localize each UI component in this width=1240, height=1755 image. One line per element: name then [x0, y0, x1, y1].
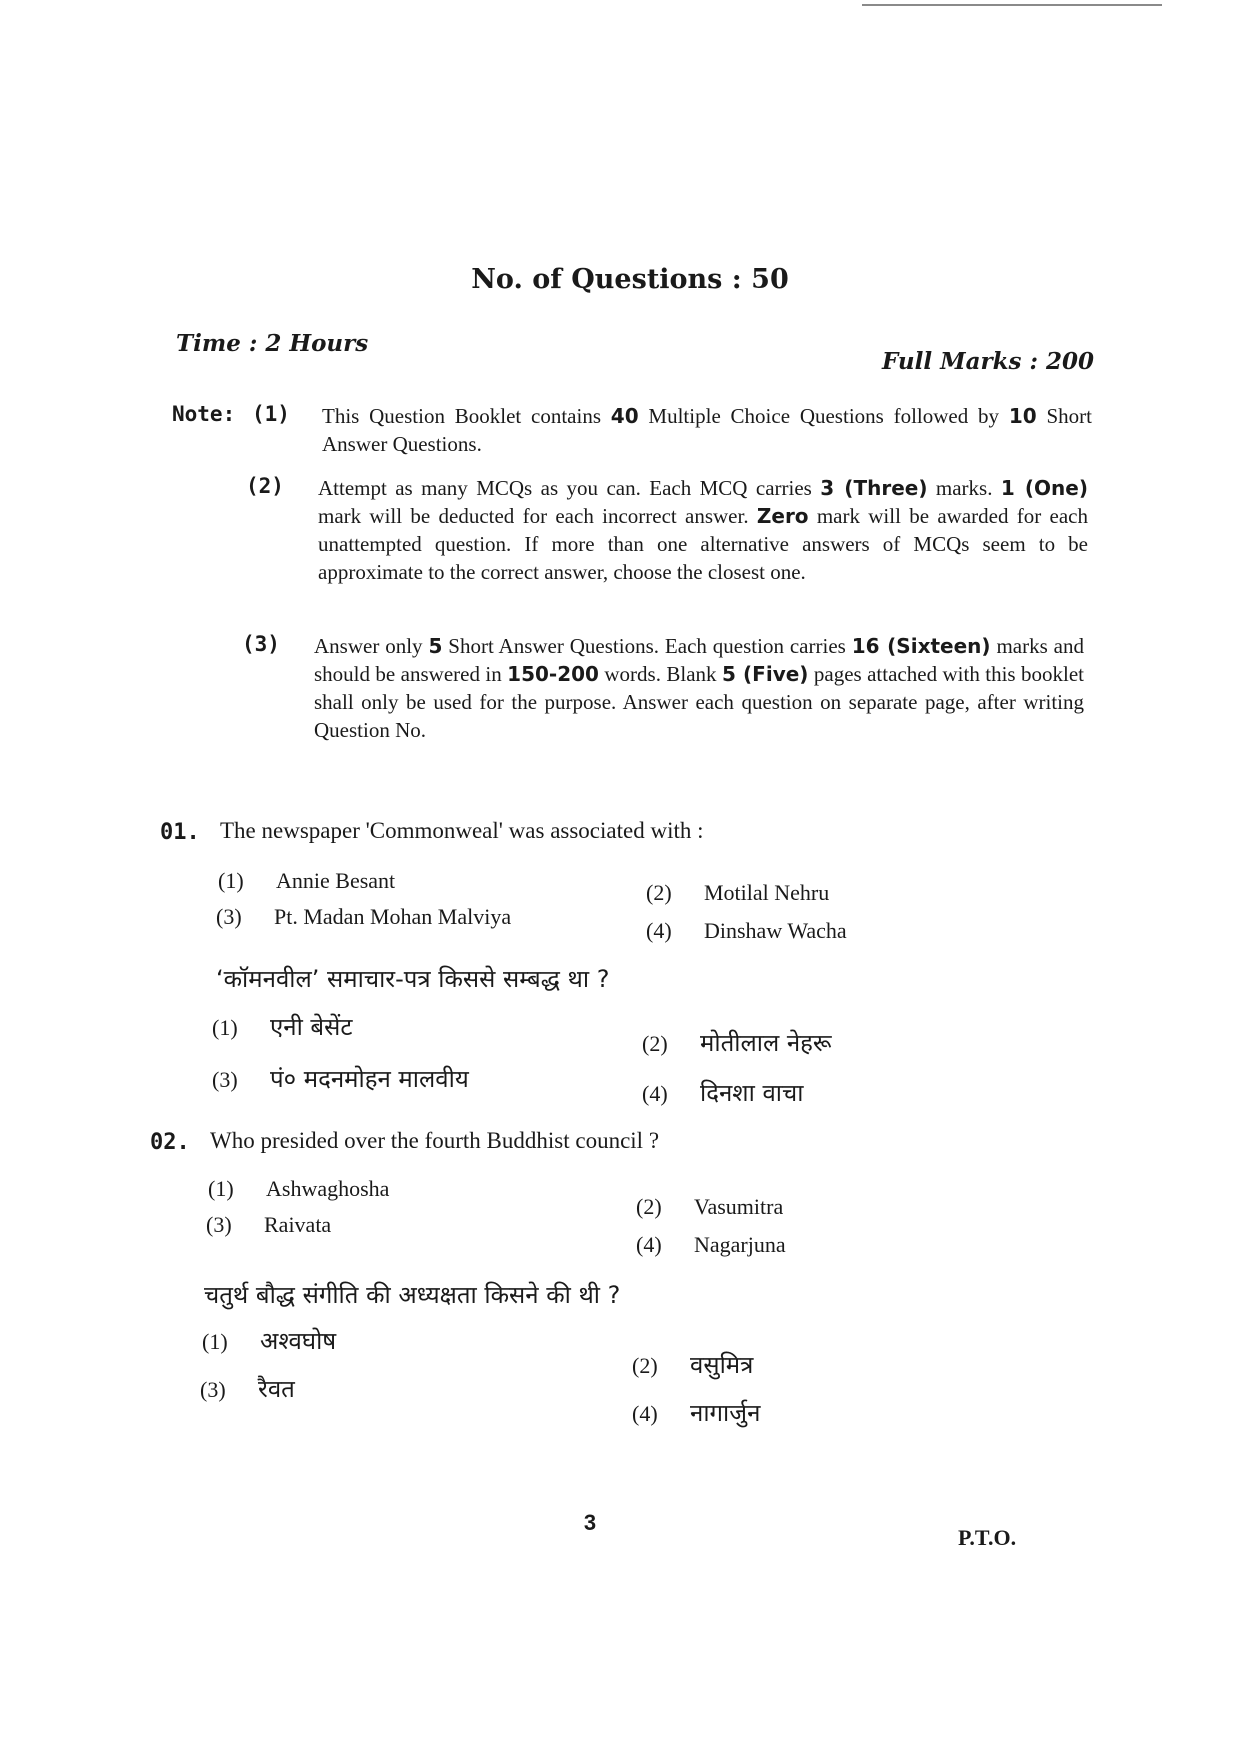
- note-emphasis: 3 (Three): [820, 476, 928, 500]
- option-hindi: (1) एनी बेसेंट: [212, 1013, 353, 1041]
- option-english: (1) Annie Besant: [218, 868, 396, 893]
- question-text-english: Who presided over the fourth Buddhist council ?: [210, 1128, 660, 1153]
- note-run: marks and should be answered in: [314, 634, 1084, 686]
- note-emphasis: 5: [428, 634, 443, 658]
- note-run: Multiple Choice Questions followed by: [638, 404, 1009, 428]
- note-run: mark will be awarded for each unattempted question. If more than one alternative answers of MCQs seem to be approximate to the correct answer, choose the closest one.: [318, 504, 1088, 584]
- note-number: (3): [242, 632, 280, 656]
- note-emphasis: 150-200: [507, 662, 599, 686]
- page-number: 3: [583, 1510, 597, 1535]
- note-run: words. Blank: [598, 662, 722, 686]
- time-allowed: Time : 2 Hours: [176, 330, 369, 357]
- note-run: Answer only: [314, 634, 429, 658]
- note-emphasis: 1 (One): [1000, 476, 1089, 500]
- top-edge-line: [862, 4, 1162, 6]
- note-label: Note:: [172, 402, 236, 426]
- note-emphasis: 16 (Sixteen): [851, 634, 991, 658]
- option-hindi: (2) वसुमित्र: [632, 1351, 754, 1379]
- option-english: (4) Dinshaw Wacha: [646, 918, 847, 943]
- option-english: (3) Pt. Madan Mohan Malviya: [216, 904, 512, 929]
- option-english: (2) Motilal Nehru: [646, 880, 830, 905]
- note-emphasis: 5 (Five): [721, 662, 809, 686]
- full-marks: Full Marks : 200: [881, 348, 1094, 375]
- option-hindi: (3) पं० मदनमोहन मालवीय: [212, 1065, 469, 1093]
- note-run: pages attached with this booklet shall only be used for the purpose. Answer each question on separate page, after writing Question No.: [314, 662, 1085, 742]
- note-number: (2): [246, 474, 284, 498]
- note-text: [318, 474, 1088, 586]
- please-turn-over: P.T.O.: [958, 1525, 1017, 1550]
- question-text-hindi: चतुर्थ बौद्ध संगीति की अध्यक्षता किसने की थी ?: [204, 1281, 621, 1309]
- option-english: (1) Ashwaghosha: [208, 1176, 390, 1201]
- note-run: Short Answer Questions.: [322, 404, 1092, 456]
- note-run: This Question Booklet contains: [322, 404, 611, 428]
- note-run: mark will be deducted for each incorrect answer.: [318, 504, 757, 528]
- note-run: Attempt as many MCQs as you can. Each MCQ carries: [318, 476, 821, 500]
- note-emphasis: Zero: [756, 504, 809, 528]
- note-text: [322, 402, 1092, 458]
- option-english: (4) Nagarjuna: [636, 1232, 786, 1257]
- option-hindi: (3) रैवत: [200, 1375, 295, 1403]
- note-run: marks.: [927, 476, 1001, 500]
- note-run: Short Answer Questions. Each question carries: [442, 634, 852, 658]
- option-english: (2) Vasumitra: [636, 1194, 784, 1219]
- question-count-title: No. of Questions : 50: [471, 264, 789, 295]
- option-english: (3) Raivata: [206, 1212, 332, 1237]
- option-hindi: (4) दिनशा वाचा: [642, 1079, 804, 1107]
- option-hindi: (1) अश्वघोष: [202, 1327, 337, 1355]
- note-emphasis: 10: [1008, 404, 1037, 428]
- note-number: (1): [252, 402, 290, 426]
- note-text: [314, 632, 1084, 744]
- question-text-english: The newspaper 'Commonweal' was associated with :: [220, 818, 704, 843]
- option-hindi: (2) मोतीलाल नेहरू: [642, 1029, 832, 1057]
- note-emphasis: 40: [610, 404, 639, 428]
- question-text-hindi: ‘कॉमनवील’ समाचार-पत्र किससे सम्बद्ध था ?: [216, 965, 610, 993]
- question-number: 01.: [160, 820, 200, 845]
- option-hindi: (4) नागार्जुन: [632, 1399, 761, 1427]
- question-number: 02.: [150, 1130, 190, 1155]
